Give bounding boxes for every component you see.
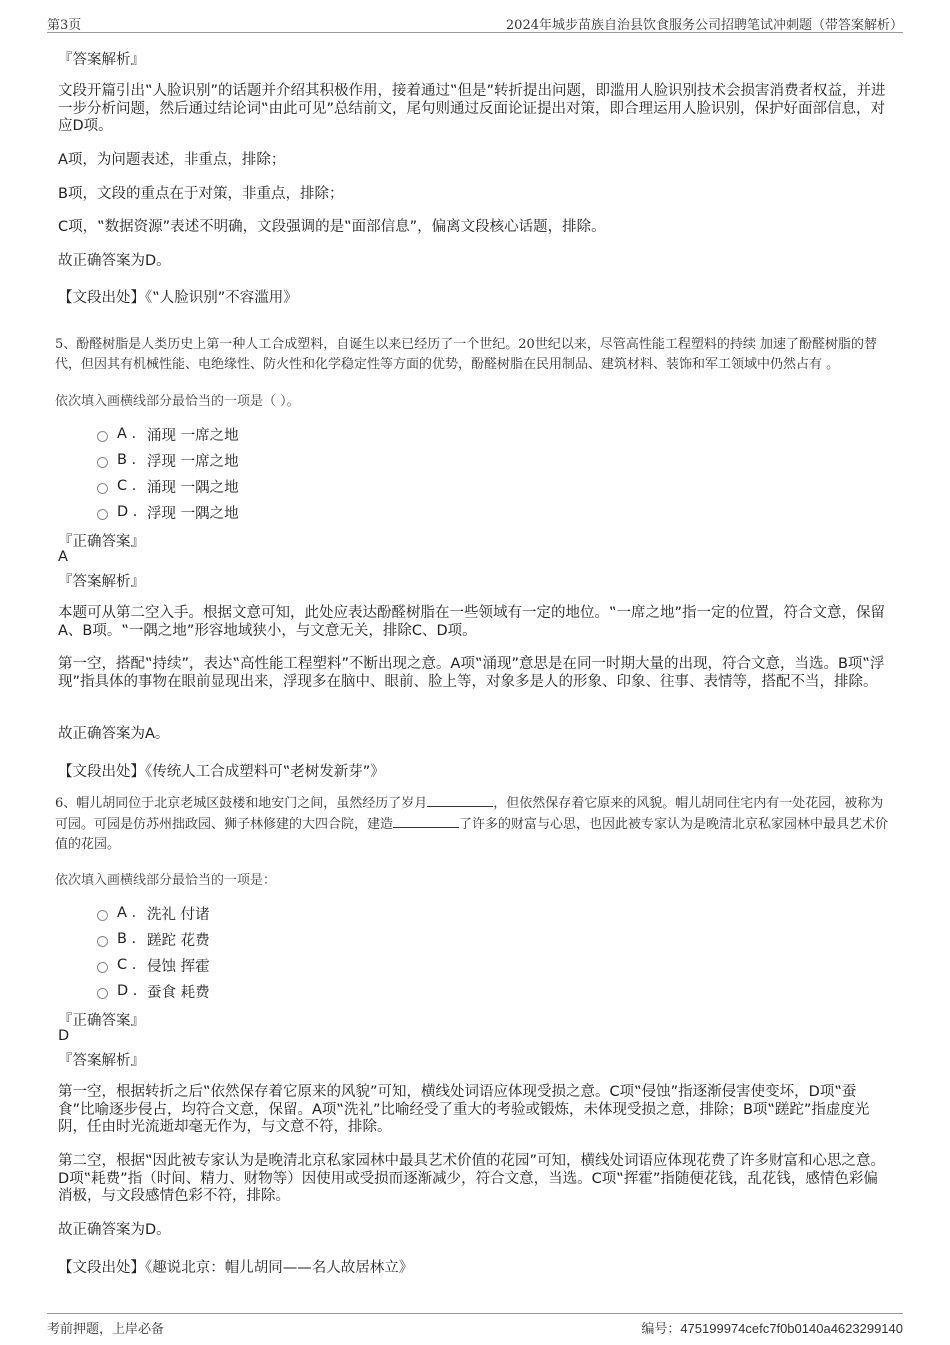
source-citation: 【文段出处】《趣说北京：帽儿胡同——名人故居林立》 <box>58 1260 414 1276</box>
radio-button[interactable] <box>97 509 108 520</box>
analysis-paragraph: 第二空，根据‟因此被专家认为是晚清北京私家园林中最具艺术价值的花园”可知，横线处词语应体现花费了许多财富和心思之意。D项‟耗费”指（时间、精力、财物等）因使用或受损而逐渐减少，符合文意，当选。C项‟挥霍”指随便花钱，乱花钱，感情色彩偏消极，与文段感情色彩不符，排除。 <box>58 1153 886 1204</box>
analysis-option-a: A项，为问题表述，非重点，排除； <box>58 152 286 168</box>
radio-button[interactable] <box>97 936 108 947</box>
radio-button[interactable] <box>97 483 108 494</box>
question-5-text: 5、酚醛树脂是人类历史上第一种人工合成塑料，自诞生以来已经历了一个世纪。20世纪以来，尽管高性能工程塑料的持续 加速了酚醛树脂的替代，但因其有机械性能、电绝缘性、防火性和化学稳定性等方面的优势，酚醛树脂在民用制品、建筑材料、装饰和军工领域中仍然占有 。 <box>55 337 877 372</box>
option-letter: A . <box>117 426 137 442</box>
question-text-part: 了许多的财富与心思，也因此被专家认为是晚清北京私家园林中最具艺术价值的花园。 <box>55 817 889 852</box>
q6-option-b[interactable] <box>97 929 210 949</box>
q6-option-a[interactable] <box>97 903 210 923</box>
answer-conclusion: 故正确答案为D。 <box>58 253 171 269</box>
option-text: 侵蚀 挥霍 <box>147 958 210 975</box>
radio-button[interactable] <box>97 457 108 468</box>
correct-answer: A <box>58 549 68 565</box>
analysis-label: 『答案解析』 <box>58 52 145 68</box>
radio-button[interactable] <box>97 988 108 999</box>
option-text: 涌现 一席之地 <box>147 427 239 444</box>
option-text: 洗礼 付诸 <box>147 906 210 923</box>
radio-button[interactable] <box>97 910 108 921</box>
page-footer <box>47 1313 903 1337</box>
correct-answer-label: 『正确答案』 <box>58 1013 145 1029</box>
option-letter: C . <box>117 478 137 494</box>
fill-in-blank <box>393 814 459 828</box>
fill-in-blank <box>427 793 493 807</box>
code-value: 475199974cefc7f0b0140a4623299140 <box>680 1321 903 1336</box>
source-citation: 【文段出处】《‟人脸识别”不容滥用》 <box>58 290 298 306</box>
analysis-paragraph: 第一空，搭配‟持续”，表达‟高性能工程塑料”不断出现之意。A项‟涌现”意思是在同一时期大量的出现，符合文意，当选。B项‟浮现”指具体的事物在眼前显现出来，浮现多在脑中、眼前、脸上等，对象多是人的形象、印象、往事、表情等，搭配不当，排除。 <box>58 656 885 690</box>
q6-option-d[interactable] <box>97 981 210 1001</box>
code-label: 编号： <box>641 1322 681 1337</box>
answer-conclusion: 故正确答案为D。 <box>58 1222 171 1238</box>
radio-button[interactable] <box>97 962 108 973</box>
option-letter: A . <box>117 905 137 921</box>
correct-answer: D <box>58 1028 70 1044</box>
question-6-text <box>55 793 890 855</box>
q5-option-c[interactable] <box>97 476 239 496</box>
page-header <box>47 12 903 33</box>
analysis-paragraph: 本题可从第二空入手。根据文意可知，此处应表达酚醛树脂在一些领域有一定的地位。‟一席之地”指一定的位置，符合文意，保留A、B项。‟一隅之地”形容地域狭小，与文意无关，排除C、D项。 <box>58 605 886 639</box>
document-title: 2024年城步苗族自治县饮食服务公司招聘笔试冲刺题（带答案解析） <box>505 18 903 33</box>
analysis-label: 『答案解析』 <box>58 574 145 590</box>
option-letter: B . <box>117 452 137 468</box>
q5-option-d[interactable] <box>97 502 239 522</box>
question-text-part: ，但依然保存着它原来的风貌。帽儿胡同住宅内有一处花园，被称为可园。可园是仿苏州拙政园、狮子林修建的大四合院，建造 <box>55 796 884 832</box>
analysis-paragraph: 第一空，根据转折之后‟依然保存着它原来的风貌”可知，横线处词语应体现受损之意。C项‟侵蚀”指逐渐侵害使变坏，D项‟蚕食”比喻逐步侵占，均符合文意，保留。A项‟洗礼”比喻经受了重大的考验或锻炼，未体现受损之意，排除；B项‟蹉跎”指虚度光阴，任由时光流逝却毫无作为，与文意不符，排除。 <box>58 1084 870 1135</box>
option-letter: B . <box>117 931 137 947</box>
option-text: 涌现 一隅之地 <box>147 479 239 496</box>
q5-option-a[interactable] <box>97 424 239 444</box>
analysis-option-b: B项，文段的重点在于对策，非重点，排除； <box>58 186 344 202</box>
correct-answer-label: 『正确答案』 <box>58 534 145 550</box>
source-citation: 【文段出处】《传统人工合成塑料可‟老树发新芽”》 <box>58 764 385 780</box>
radio-button[interactable] <box>97 431 108 442</box>
question-6-prompt: 依次填入画横线部分最恰当的一项是： <box>55 873 277 888</box>
option-text: 蚕食 耗费 <box>147 984 210 1001</box>
option-text: 蹉跎 花费 <box>147 932 210 949</box>
document-code <box>641 1318 903 1337</box>
footer-slogan: 考前押题，上岸必备 <box>47 1322 165 1337</box>
answer-conclusion: 故正确答案为A。 <box>58 726 170 742</box>
question-text-part: 6、帽儿胡同位于北京老城区鼓楼和地安门之间，虽然经历了岁月 <box>55 796 428 811</box>
option-text: 浮现 一隅之地 <box>147 505 239 522</box>
option-text: 浮现 一席之地 <box>147 453 239 470</box>
analysis-option-c: C项，‟数据资源”表述不明确，文段强调的是‟面部信息”，偏离文段核心话题，排除。 <box>58 219 606 235</box>
page-number: 第3页 <box>47 18 82 33</box>
analysis-paragraph: 文段开篇引出‟人脸识别”的话题并介绍其积极作用，接着通过‟但是”转折提出问题，即滥用人脸识别技术会损害消费者权益，并进一步分析问题，然后通过结论词‟由此可见”总结前文，尾句则通过反面论证提出对策，即合理运用人脸识别，保护好面部信息，对应D项。 <box>58 83 886 134</box>
question-5-prompt: 依次填入画横线部分最恰当的一项是（ ）。 <box>55 394 300 409</box>
analysis-label: 『答案解析』 <box>58 1053 145 1069</box>
option-letter: C . <box>117 957 137 973</box>
option-letter: D . <box>117 504 138 520</box>
q5-option-b[interactable] <box>97 450 239 470</box>
q6-option-c[interactable] <box>97 955 210 975</box>
option-letter: D . <box>117 983 138 999</box>
